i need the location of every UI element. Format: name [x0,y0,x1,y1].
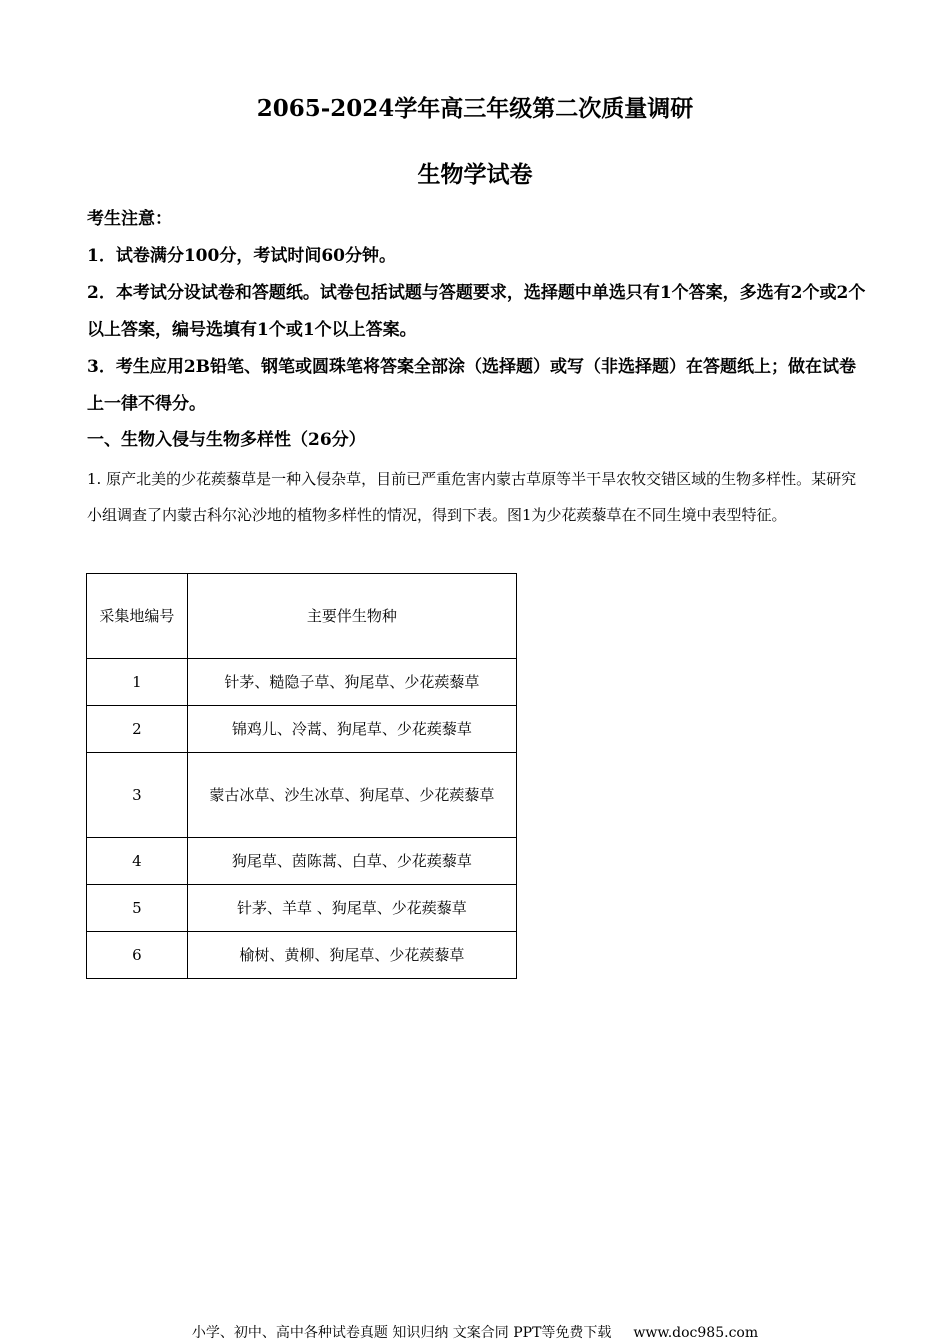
footer-url[interactable]: www.doc985.com [633,1325,759,1341]
page-title: 2065-2024学年高三年级第二次质量调研 [256,95,694,122]
table-row [87,885,517,932]
notice-item-3: 3．考生应用2B铅笔、钢笔或圆珠笔将答案全部涂（选择题）或写（非选择题）在答题纸上；做在试卷上一律不得分。 [87,357,857,414]
species-cell: 针茅、糙隐子草、狗尾草、少花蒺藜草 [187,659,516,706]
section-title: 一、生物入侵与生物多样性（26分） [87,430,366,450]
question-1-text: 1. 原产北美的少花蒺藜草是一种入侵杂草，目前已严重危害内蒙古草原等半干旱农牧交错区域的生物多样性。某研究小组调查了内蒙古科尔沁沙地的植物多样性的情况，得到下表。图1为少花蒺藜草在不同生境中表型特征。 [87,470,857,524]
header-species: 主要伴生物种 [187,574,516,659]
species-cell: 针茅、羊草 、狗尾草、少花蒺藜草 [187,885,516,932]
page-subtitle: 生物学试卷 [417,161,533,188]
notice-item-2: 2．本考试分设试卷和答题纸。试卷包括试题与答题要求，选择题中单选只有1个答案，多选有2个或2个以上答案，编号选填有1个或1个以上答案。 [87,283,866,340]
site-id-cell: 2 [87,706,188,753]
notice-heading: 考生注意： [87,209,172,229]
table-row [87,753,517,838]
footer-text: 小学、初中、高中各种试卷真题 知识归纳 文案合同 PPT等免费下载 [191,1325,612,1341]
species-cell: 狗尾草、茵陈蒿、白草、少花蒺藜草 [187,838,516,885]
site-id-cell: 5 [87,885,188,932]
table-row [87,838,517,885]
table-row [87,659,517,706]
species-cell: 榆树、黄柳、狗尾草、少花蒺藜草 [187,932,516,979]
species-table [86,573,517,979]
notice-item-1: 1．试卷满分100分，考试时间60分钟。 [87,246,396,266]
site-id-cell: 6 [87,932,188,979]
site-id-cell: 3 [87,753,188,838]
table-header-row [87,574,517,659]
site-id-cell: 1 [87,659,188,706]
table-row [87,706,517,753]
site-id-cell: 4 [87,838,188,885]
page-footer [0,1322,950,1342]
species-cell: 锦鸡儿、冷蒿、狗尾草、少花蒺藜草 [187,706,516,753]
table-row [87,932,517,979]
species-cell: 蒙古冰草、沙生冰草、狗尾草、少花蒺藜草 [187,753,516,838]
header-site-id: 采集地编号 [87,574,188,659]
